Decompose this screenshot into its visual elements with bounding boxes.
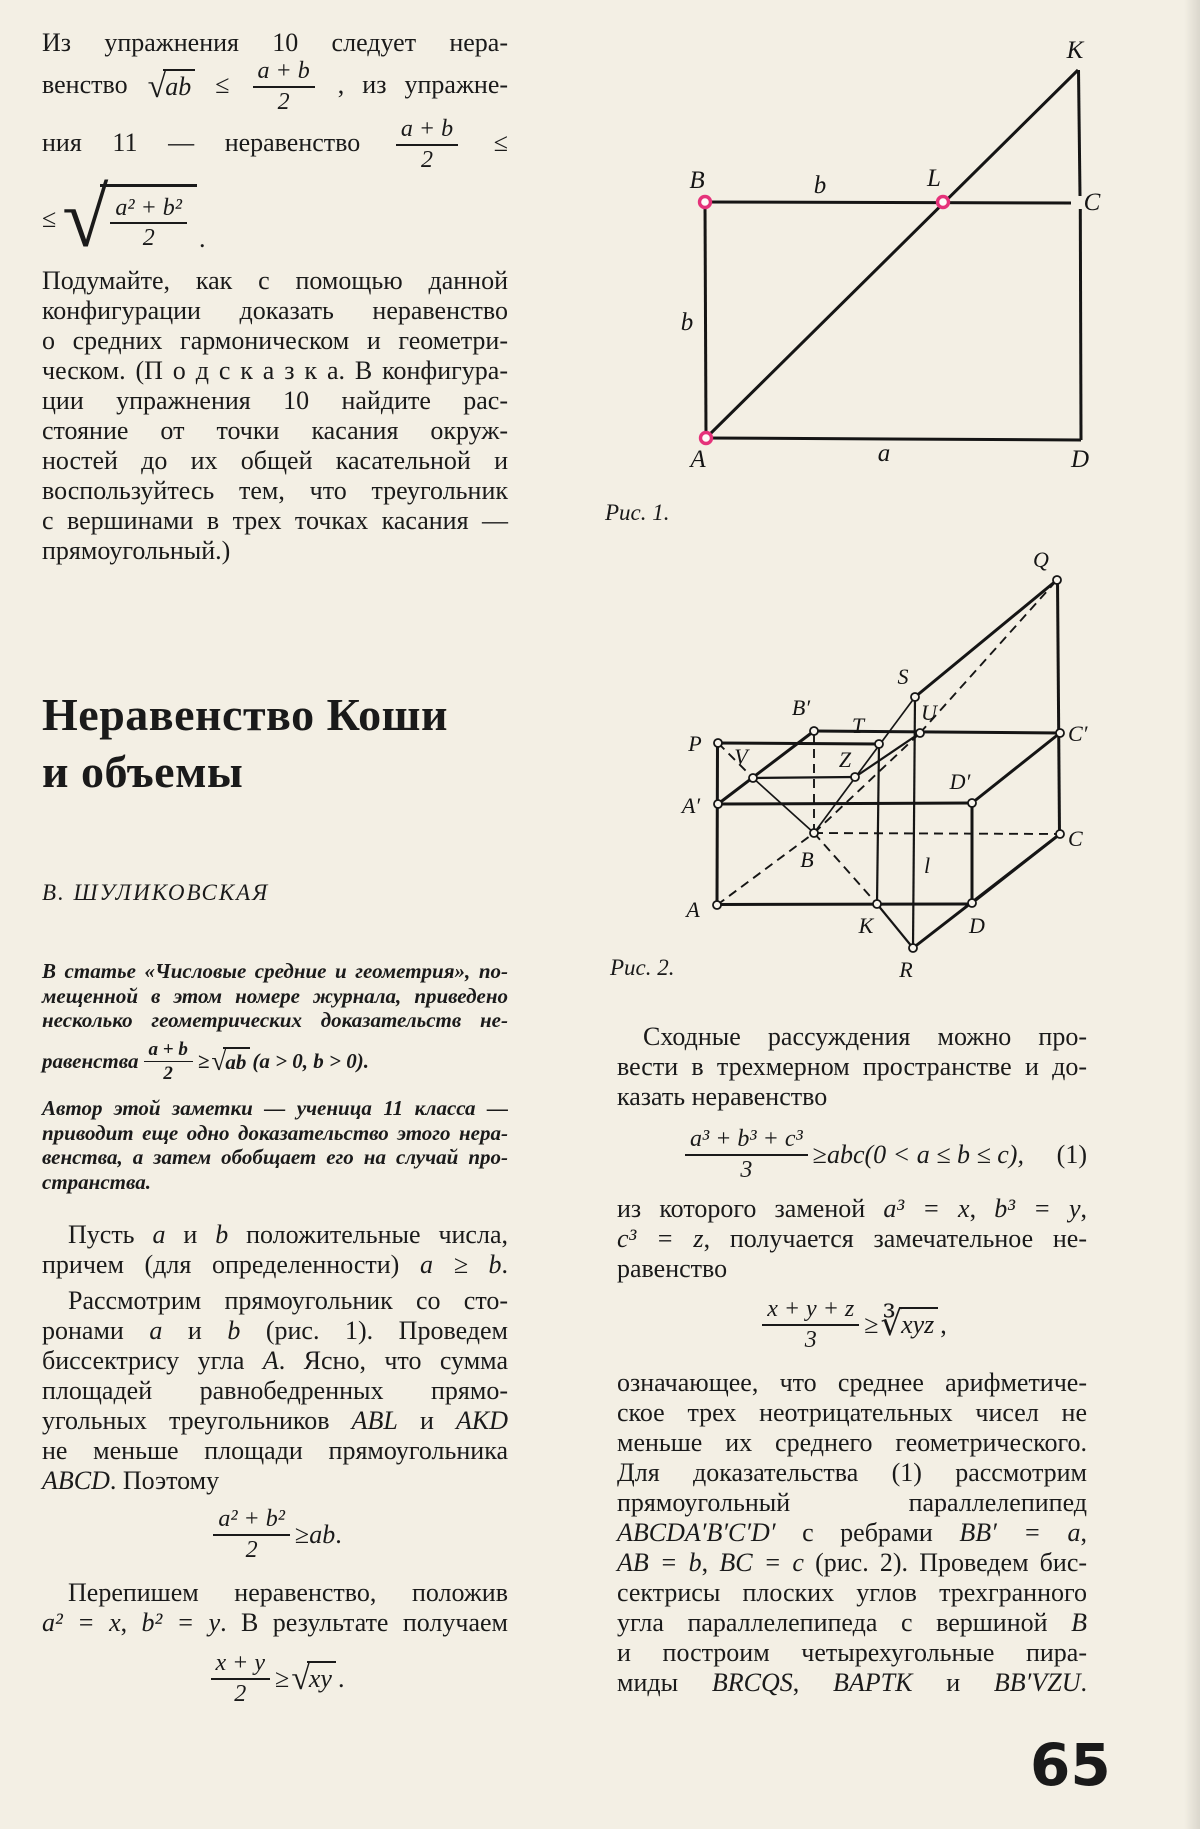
text-line: a² = x, b² = y. В результате получаем (42, 1608, 509, 1637)
big-radical (62, 171, 197, 265)
text-line: AB = b, BC = c (рис. 2). Проведем бис- (617, 1547, 1088, 1577)
fig1-label-K: K (1066, 37, 1084, 64)
text-line: миды BRCQS, BAPTK и BB′VZU. (617, 1667, 1087, 1697)
fig1-label-L: L (927, 165, 941, 192)
sqrt-ab-formula: √ ab (211, 1047, 250, 1076)
fraction-x-plus-y-over-2: $\frac{x + y}{2}$ (211, 1650, 271, 1708)
fig2-label-R: R (899, 957, 913, 982)
text-line: биссектрису угла A. Ясно, что сумма (42, 1346, 508, 1375)
fig2-label-l: l (923, 853, 931, 878)
text-line: воспользуйтесь тем, что треугольник (42, 475, 508, 505)
text-line: ческом. (П о д с к а з к а. В конфигура- (42, 355, 508, 385)
formula-quadratic-mean: ≤ √ $\frac{\text{a² + b²}}{2}$ . (42, 171, 206, 265)
fig1-label-C: C (1083, 189, 1101, 216)
page-number: 65 (1030, 1731, 1111, 1799)
sqrt-ab-formula: √ ab (148, 69, 196, 104)
text-line: несколько геометрических доказательств не- (42, 1008, 508, 1032)
cube-root-sign: ∛ (880, 1305, 903, 1343)
text-line: Пусть a и b положительные числа, (68, 1220, 508, 1249)
text-line: меньше их среднего геометрического. (617, 1427, 1087, 1457)
text-line: площадей равнобедренных прямо- (42, 1376, 508, 1405)
text-line: Подумайте, как с помощью данной (42, 265, 508, 295)
text-line: угла параллелепипеда с вершиной B (617, 1607, 1087, 1637)
fig1-label-a: a (877, 440, 891, 467)
point-marker (968, 799, 976, 807)
text-line: прямоугольный.) (42, 535, 231, 565)
text-line: прямоугольный параллелепипед (617, 1487, 1087, 1517)
fig2-label-U: U (921, 700, 937, 725)
article-author: В. ШУЛИКОВСКАЯ (42, 880, 270, 905)
equation-number: (1) (1056, 1139, 1087, 1169)
point-marker (911, 693, 919, 701)
point-marker (713, 901, 721, 909)
paragraph-rectangle (42, 1286, 508, 1496)
article-title: Неравенство Коши и объемы (42, 689, 448, 797)
point-marker (968, 899, 976, 907)
text-line: стояние от точки касания окруж- (42, 415, 508, 445)
fig2-label-D-prime: D′ (949, 769, 971, 794)
fraction-x-y-z-over-3: $\frac{x + y + z}{3}$ (762, 1296, 859, 1354)
text-line: Перепишем неравенство, положив (68, 1578, 508, 1607)
fig2-label-V: V (734, 744, 748, 769)
fig1-label-D: D (1070, 446, 1090, 473)
fig1-label-b-left: b (680, 309, 694, 336)
paragraph-rewrite (42, 1578, 508, 1638)
point-marker (1053, 576, 1061, 584)
fig2-label-A-prime: A′ (681, 793, 701, 818)
point-marker (749, 774, 757, 782)
point-marker (810, 727, 818, 735)
text-line: сектрисы плоских углов трехгранного (617, 1577, 1087, 1607)
text-line: Сходные рассуждения можно про- (643, 1022, 1087, 1051)
point-A-marker (701, 433, 712, 444)
formula-xy-mean: $\frac{x + y}{2}$ ≥ √ xy . (42, 1650, 508, 1708)
text-line: мещенной в этом номере журнала, приведено (42, 983, 508, 1008)
paragraph-exercise-10 (42, 28, 508, 566)
text-line: вести в трехмерном пространстве и до- (617, 1052, 1087, 1081)
fraction-a-plus-b-over-2: $\frac{a + b}{2}$ (253, 58, 315, 116)
fig2-label-A: A (686, 897, 700, 922)
text-line: странства. (42, 1169, 151, 1194)
text-line: о средних гармоническом и геометри- (42, 325, 508, 355)
fig2-label-B-prime: B′ (791, 695, 811, 720)
article-abstract (42, 959, 508, 1194)
text-line: равенство (617, 1253, 728, 1283)
radical-sign: √ (147, 68, 167, 106)
right-column (617, 1022, 1087, 1698)
point-marker (875, 740, 883, 748)
text-line: из которого заменой a³ = x, b³ = y, (617, 1193, 1087, 1223)
text-line: казать неравенство (617, 1082, 828, 1111)
text-line: приводит еще одно доказательство этого нера- (42, 1120, 508, 1145)
text-line: Для доказательства (1) рассмотрим (617, 1457, 1087, 1487)
fraction-a-plus-b-over-2: $\frac{a + b}{2}$ (144, 1039, 193, 1085)
text-line: и построим четырехугольные пира- (617, 1637, 1087, 1667)
fig2-label-D: D (969, 913, 985, 938)
point-L-marker (938, 197, 949, 208)
text-line: ABCDA′B′C′D′ с ребрами BB′ = a, (617, 1517, 1088, 1547)
text-line: причем (для определенности) a ≥ b. (42, 1250, 509, 1279)
point-B-marker (700, 197, 711, 208)
text-line: ронами a и b (рис. 1). Проведем (42, 1316, 508, 1345)
fig2-label-B: B (800, 847, 814, 872)
formula-cubes-mean-1: $\frac{\text{a³ + b³ + c³}}{3}$ ≥ abc (0 < a ≤ b ≤ c), (1) (617, 1126, 1087, 1184)
fig2-label-S: S (897, 664, 909, 689)
text-line: Рассмотрим прямоугольник со сто- (68, 1286, 508, 1315)
text-line: Из упражнения 10 следует нера- (42, 28, 508, 57)
point-marker (909, 944, 917, 952)
text-line: В статье «Числовые средние и геометрия», по- (42, 959, 508, 983)
fig2-label-C-prime: C′ (1068, 721, 1088, 746)
formula-squares-mean: $\frac{\text{a² + b²}}{2}$ ≥ ab . (42, 1506, 508, 1564)
point-marker (1056, 729, 1064, 737)
fig2-label-P: P (688, 731, 702, 756)
fig2-label-T: T (851, 713, 865, 738)
point-marker (916, 729, 924, 737)
text-line: Автор этой заметки — ученица 11 класса — (42, 1096, 508, 1121)
fraction-a-plus-b-over-2: $\frac{a + b}{2}$ (396, 116, 458, 174)
point-marker (810, 829, 818, 837)
text-line: c³ = z, получается замечательное не- (617, 1223, 1087, 1253)
text-line: угольных треугольников ABL и AKD (42, 1406, 508, 1435)
figure-2-caption: Рис. 2. (610, 955, 675, 980)
text-line: ции упражнения 10 найдите рас- (42, 385, 508, 415)
fig2-label-K: K (858, 913, 874, 938)
text-line: венства, а затем обобщает его на случай про- (42, 1145, 508, 1170)
fig1-label-B: B (689, 167, 705, 194)
fig1-label-A: A (690, 446, 706, 473)
text-line-math: ния 11 — неравенство $\frac{a + b}{2}$ ≤ (42, 115, 508, 173)
fig2-label-Z: Z (838, 747, 852, 772)
formula-am-gm: равенства $\frac{a + b}{2}$ ≥ √ ab (a > 0, b > 0). (42, 1038, 370, 1084)
point-marker (714, 800, 722, 808)
cbrt-xyz-formula: ∛ xyz (881, 1307, 939, 1342)
text-line: с вершинами в трех точках касания — (42, 505, 508, 535)
formula-xyz-mean: $\frac{x + y + z}{3}$ ≥ ∛ xyz , (617, 1296, 1087, 1354)
text-line: означающее, что среднее арифметиче- (617, 1367, 1087, 1397)
radical-sign: √ (211, 1045, 227, 1076)
fig2-label-Q: Q (1033, 547, 1049, 572)
point-marker (714, 739, 722, 747)
text-line: не меньше площади прямоугольника (42, 1436, 508, 1465)
figure-2-parallelepiped-diagram (600, 540, 1160, 990)
point-marker (1056, 830, 1064, 838)
text-line: ское трех неотрицательных чисел не (617, 1397, 1087, 1427)
figure-1-caption: Рис. 1. (605, 500, 670, 525)
figure-1-rectangle-diagram (600, 28, 1200, 488)
point-marker (851, 773, 859, 781)
sqrt-xy-formula: √ xy (291, 1661, 336, 1696)
radical-sign: √ (291, 1660, 310, 1698)
text-line-math: венство √ ab ≤ $\frac{a + b}{2}$ , из упражне- (42, 58, 509, 115)
radical-sign: √ (62, 171, 109, 265)
text-line: ностей до их общей касательной и (42, 445, 508, 475)
fraction-a2-plus-b2-over-2: $\frac{\text{a² + b²}}{2}$ (213, 1506, 290, 1564)
text-line: ABCD. Поэтому (42, 1466, 220, 1495)
paragraph-let-a-b (42, 1220, 508, 1280)
fraction-a2-plus-b2-over-2: $\frac{\text{a² + b²}}{2}$ (110, 195, 187, 253)
fig2-label-C: C (1068, 826, 1083, 851)
fig1-label-b-top: b (813, 172, 827, 199)
fraction-cubes-over-3: $\frac{\text{a³ + b³ + c³}}{3}$ (685, 1126, 808, 1184)
text-line: конфигурации доказать неравенство (42, 295, 508, 325)
point-marker (873, 900, 881, 908)
